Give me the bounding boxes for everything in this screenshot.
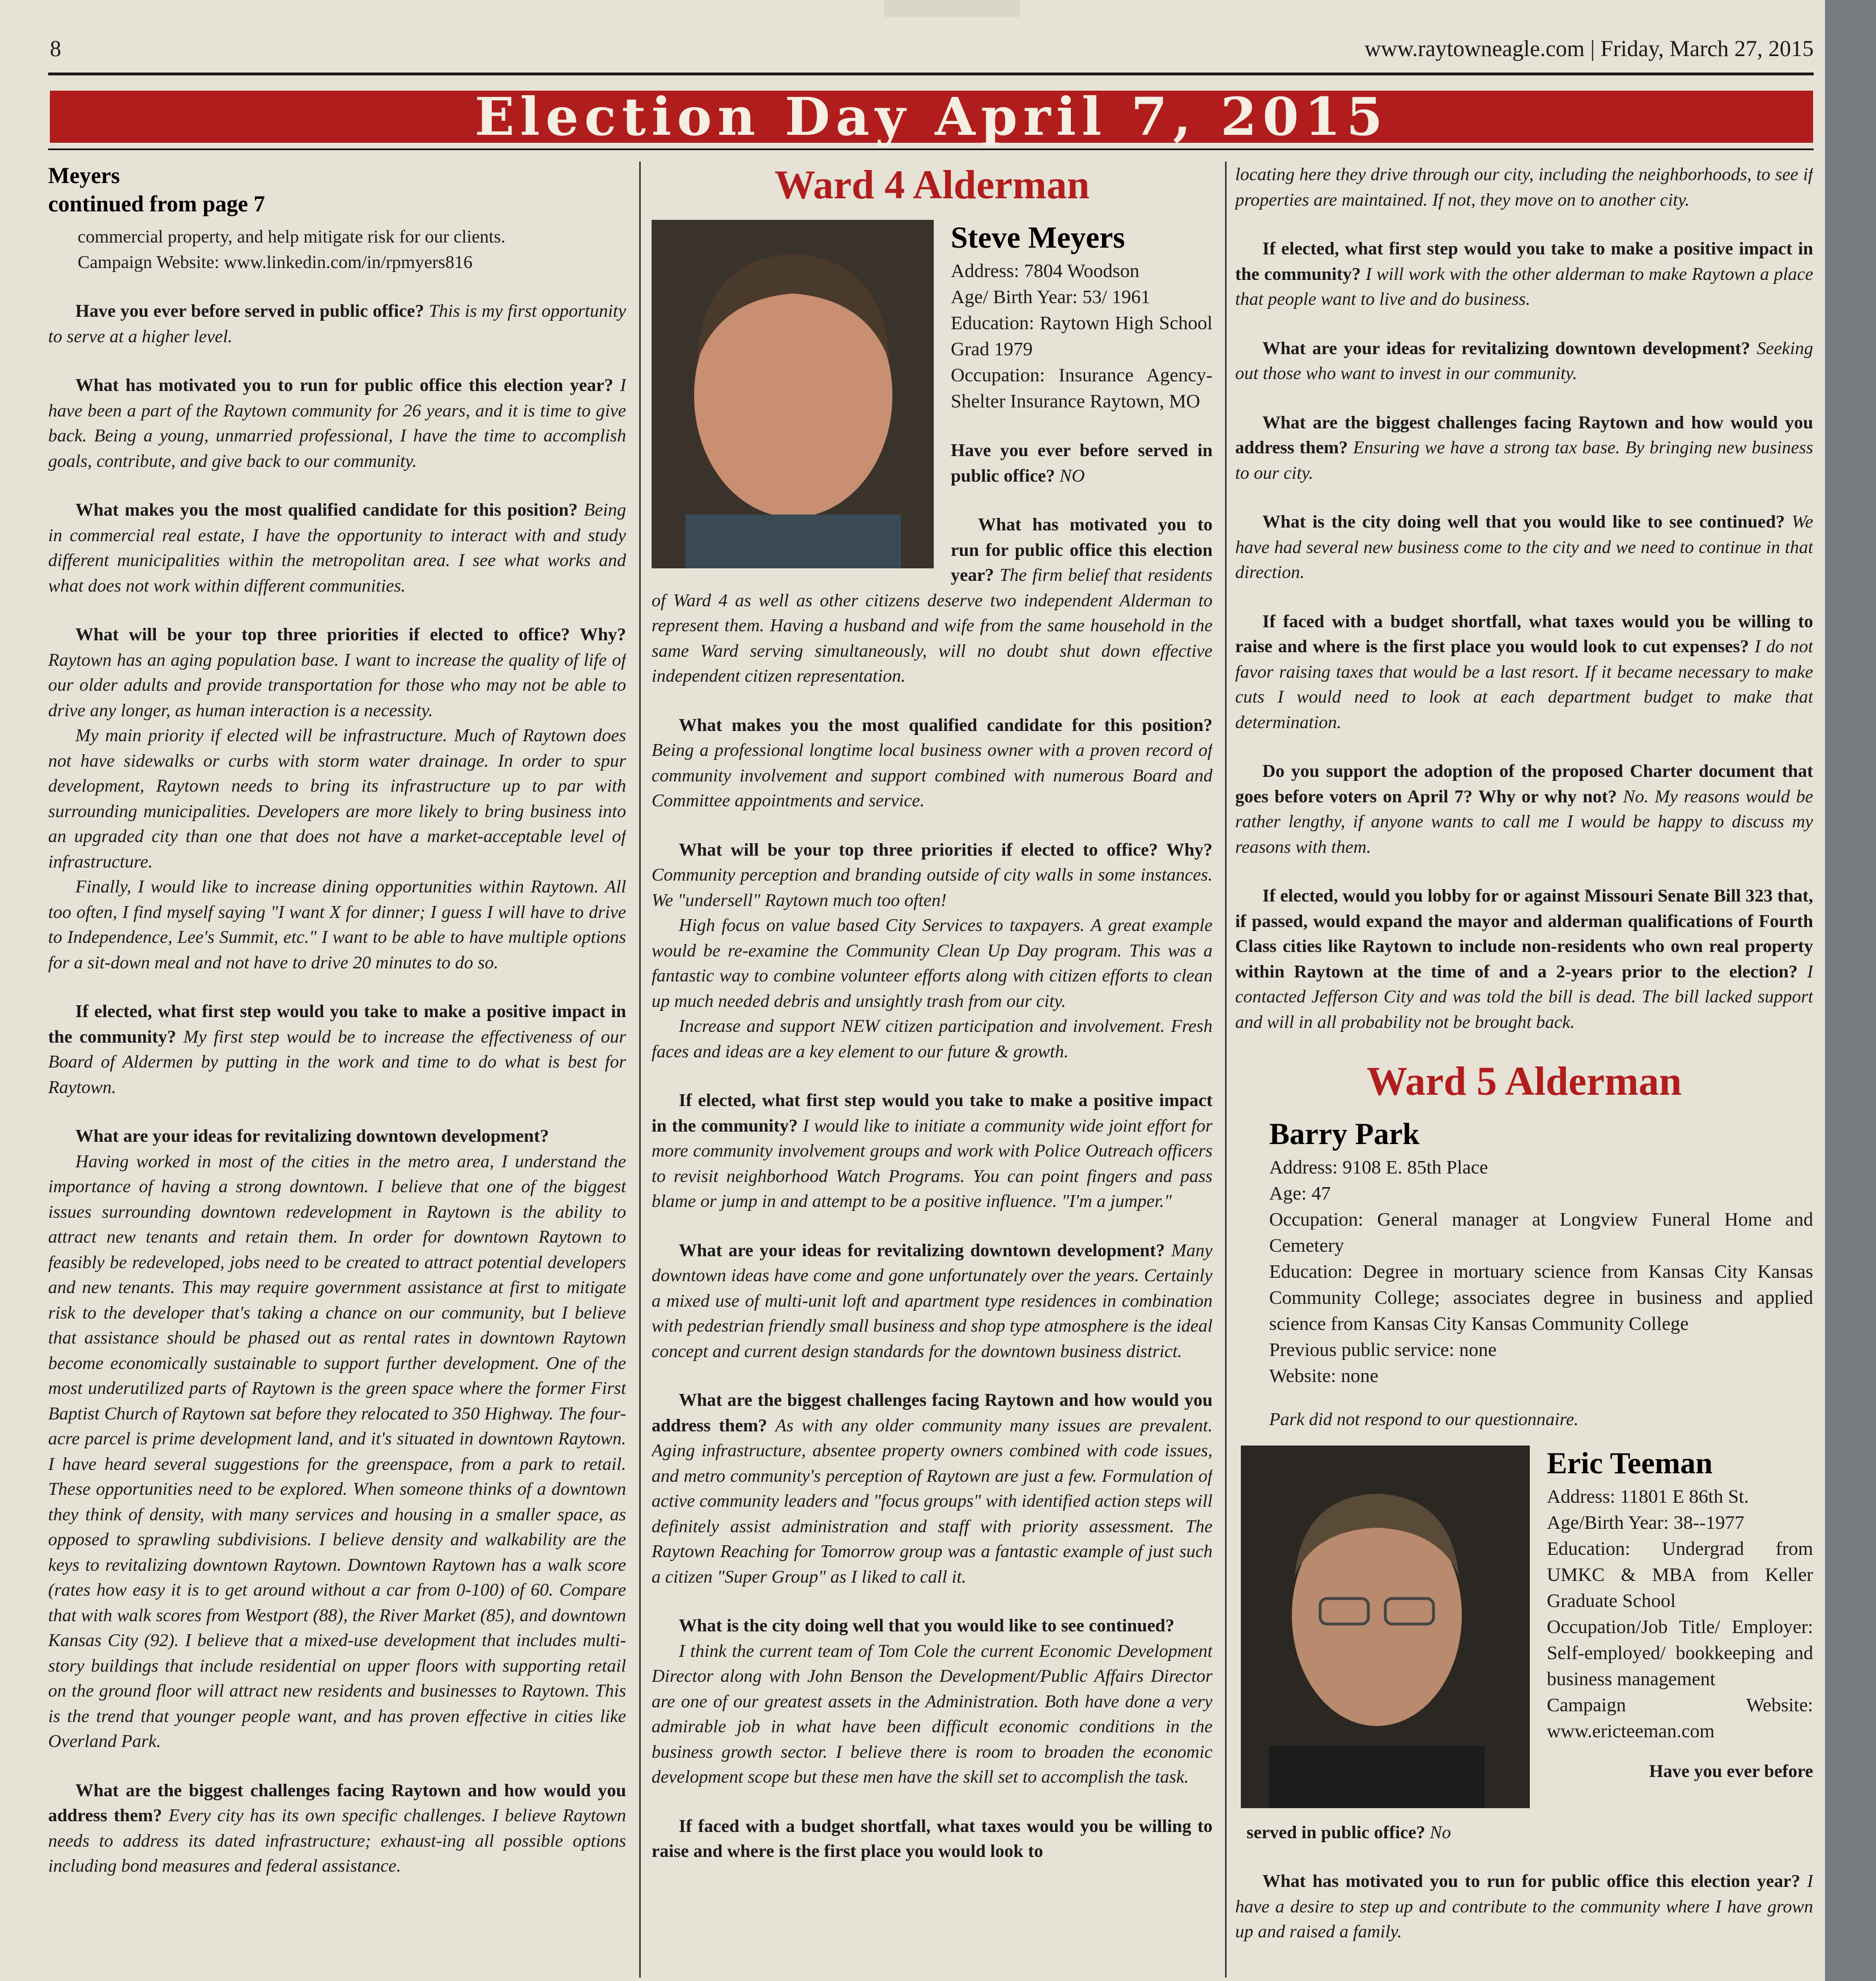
qa-block bbox=[48, 497, 626, 598]
question: What has motivated you to run for public office this election year? bbox=[75, 375, 614, 395]
candidate-service: Previous public service: none bbox=[1269, 1340, 1497, 1361]
answer: NO bbox=[1059, 465, 1085, 486]
candidate-photo bbox=[652, 220, 934, 568]
candidate-age: Age/Birth Year: 38--1977 bbox=[1547, 1512, 1745, 1533]
question: If elected, what first step would you take to make a positive impact in the community? bbox=[652, 1090, 1213, 1136]
candidate-name: Eric Teeman bbox=[1547, 1446, 1713, 1480]
continuation-name: Meyers bbox=[48, 163, 120, 188]
qa-block bbox=[1235, 883, 1813, 1034]
portrait-icon bbox=[652, 220, 934, 568]
answer-paragraph: High focus on value based City Services to taxpayers. A great example would be re-examine the Community Clean Up Day program. This was a fantastic way to combine volunteer efforts along with citizen efforts to clean up much needed debris and unsightly trash from our city. bbox=[652, 915, 1213, 1011]
answer-paragraph: Having worked in most of the cities in the metro area, I understand the importance of having a strong downtown. I believe that one of the biggest issues surrounding downtown redevelopment in Raytown is the ability to attract new tenants and retain them. In order for downtown Raytown to feasibly be redeveloped, jobs need to be created to attract potential developers and new tenants. This may require government assistance at first to mitigate risk to the developer that's taking a chance on our community, but I believe that assistance should be phased out as rental rates in downtown Raytown become economically sustainable to support further development. One of the most underutilized parts of Raytown is the green space where the former First Baptist Church of Raytown sat before they relocated to 350 Highway. The four-acre parcel is prime development land, and it's situated in downtown Raytown. I have heard several suggestions for the greenspace, from a park to retail. These opportunities need to be explored. When someone thinks of a downtown they think of density, with many services and housing in a smaller space, as opposed to sprawling subdivisions. I believe density and walkability are the keys to revitalizing downtown Raytown. Downtown Raytown has a walk score (rates how easy it is to get around without a car from 0-100) of 60. Compare that with walk scores from Westport (88), the River Market (85), and downtown Kansas City (92). I believe that a mixed-use development that includes multi-story buildings that include residential on upper floors with supporting retail on the ground floor will attract new residents and businesses to Raytown. This is the trend that younger people want, and has proven effective in cities like Overland Park. bbox=[48, 1150, 626, 1751]
candidate-address: Address: 11801 E 86th St. bbox=[1547, 1486, 1749, 1507]
continuation-note: continued from page 7 bbox=[48, 191, 265, 216]
qa-block bbox=[48, 298, 626, 348]
candidate-age: Age/ Birth Year: 53/ 1961 bbox=[951, 287, 1151, 308]
question: If elected, what first step would you take to make a positive impact in the community? bbox=[48, 1001, 626, 1047]
answer: I have a desire to step up and contribute to the community where I have grown up and raised a family. bbox=[1235, 1871, 1813, 1941]
answer: Ensuring we have a strong tax base. By bringing new business to our city. bbox=[1235, 437, 1813, 483]
column-divider bbox=[639, 161, 641, 1978]
column-right bbox=[1235, 161, 1813, 1978]
candidate-occupation: Occupation: Insurance Agency-Shelter Insurance Raytown, MO bbox=[951, 365, 1213, 412]
qa-block bbox=[652, 1387, 1213, 1589]
page-fold bbox=[884, 0, 1020, 17]
teeman-block bbox=[1235, 1446, 1813, 1820]
answer: As with any older community many issues are prevalent. Aging infrastructure, absentee property owners combined with code issues, and metro community's perception of Raytown are just a few. Formulation of active community leaders and "focus groups" with identified action steps will definitely assist administration and staff with priority assessment. The Raytown Reaching for Tomorrow group was a fantastic example of just such a citizen "Super Group" as I liked to call it. bbox=[652, 1414, 1213, 1587]
page-number: 8 bbox=[50, 36, 61, 61]
candidate-age: Age: 47 bbox=[1269, 1183, 1331, 1204]
question: If elected, what first step would you take to make a positive impact in the community? bbox=[1235, 238, 1813, 284]
candidate-occupation: Occupation: General manager at Longview Funeral Home and Cemetery bbox=[1269, 1209, 1813, 1256]
qa-block bbox=[48, 622, 626, 722]
answer-paragraph: Increase and support NEW citizen participation and involvement. Fresh faces and ideas are a key element to our future & growth. bbox=[652, 1015, 1213, 1061]
folio-line bbox=[1364, 35, 1814, 62]
qa-block bbox=[48, 998, 626, 1099]
question: Have you ever before served in public office? bbox=[951, 440, 1213, 486]
question: What is the city doing well that you would like to see continued? bbox=[679, 1615, 1175, 1635]
park-block bbox=[1235, 1116, 1813, 1432]
scan-background bbox=[1825, 0, 1876, 1981]
answer: No. My reasons would be rather lengthy, if anyone wants to call me I would be happy to discuss my reasons with them. bbox=[1235, 785, 1813, 857]
answer-paragraph: I think the current team of Tom Cole the current Economic Development Director along with John Benson the Development/Public Affairs Director are one of our greatest assets in the Administration. Both have done a very admirable job in what have been difficult economic conditions in the business growth sector. I believe there is room to broaden the economic development scope but these men have the skill set to accomplish the task. bbox=[652, 1640, 1213, 1787]
candidate-education: Education: Raytown High School Grad 1979 bbox=[951, 313, 1213, 360]
answer: I have been a part of the Raytown community for 26 years, and it is time to give back. Being a young, unmarried professional, I have the time to accomplish goals, contribute, and give back to our community. bbox=[48, 375, 626, 471]
question: If faced with a budget shortfall, what taxes would you be willing to raise and where is the first place you would look to bbox=[652, 1815, 1213, 1861]
qa-block bbox=[48, 1123, 626, 1149]
question: served in public office? bbox=[1247, 1821, 1426, 1842]
column-divider bbox=[1225, 161, 1227, 1978]
answer: Community perception and branding outside of city walls in some instances. We "undersell" Raytown much too often! bbox=[652, 864, 1213, 910]
answer-paragraph: Finally, I would like to increase dining opportunities within Raytown. All too often, I find myself saying "I want X for dinner; I guess I will have to drive to Independence, Lee's Summit, etc." I want to be able to have multiple options for a sit-down meal and not have to drive 20 minutes to do so. bbox=[48, 876, 626, 972]
answer: Being a professional longtime local business owner with a proven record of community involvement and support combined with numerous Board and Committee appointments and service. bbox=[652, 739, 1213, 810]
candidate-name: Barry Park bbox=[1269, 1117, 1420, 1151]
answer: This is my first opportunity to serve at a higher level. bbox=[48, 300, 626, 346]
question: Have you ever before bbox=[1649, 1760, 1813, 1781]
qa-block bbox=[48, 1778, 626, 1878]
banner-rule bbox=[48, 148, 1814, 150]
qa-block bbox=[1235, 509, 1813, 585]
candidate-website: Campaign Website: www.ericteeman.com bbox=[1547, 1694, 1813, 1742]
answer: I would like to initiate a community wide joint effort for more community involvement groups and work with Police Outreach officers to revisit neighborhood Watch Programs. You can point fingers and pass blame or jump in and attempt to be a positive influence. "I'm a jumper." bbox=[652, 1115, 1213, 1211]
answer: No bbox=[1430, 1821, 1451, 1842]
candidate-education: Education: Degree in mortuary science from Kansas City Kansas Community College; associates degree in business and applied science from Kansas City Kansas Community College bbox=[1269, 1261, 1813, 1334]
qa-block bbox=[1235, 758, 1813, 859]
question: What are your ideas for revitalizing downtown development? bbox=[75, 1125, 549, 1146]
portrait-icon bbox=[1241, 1446, 1530, 1808]
question: What are your ideas for revitalizing downtown development? bbox=[1262, 337, 1750, 358]
answer: The firm belief that residents of Ward 4 as well as other citizens deserve two independent Alderman to represent them. Having a husband and wife from the same household in the same Ward serving simultaneously, will no doubt shut down effective independent citizen representation. bbox=[652, 564, 1213, 686]
question: What are the biggest challenges facing Raytown and how would you address them? bbox=[48, 1779, 626, 1825]
qa-block bbox=[1235, 609, 1813, 735]
qa-block bbox=[1235, 1868, 1813, 1944]
answer-paragraph: locating here they drive through our city, including the neighborhoods, to see if properties are maintained. If not, they move on to another city. bbox=[1235, 164, 1813, 210]
question: What will be your top three priorities if elected to office? Why? bbox=[75, 624, 626, 644]
answer: I contacted Jefferson City and was told the bill is dead. The bill lacked support and will in all probability not be brought back. bbox=[1235, 960, 1813, 1032]
qa-block bbox=[652, 712, 1213, 813]
qa-block bbox=[652, 1238, 1213, 1364]
intro-text: commercial property, and help mitigate risk for our clients. bbox=[78, 226, 506, 246]
park-note: Park did not respond to our questionnaire. bbox=[1269, 1409, 1579, 1429]
campaign-website: Campaign Website: www.linkedin.com/in/rpmyers816 bbox=[78, 251, 473, 272]
question: Do you support the adoption of the proposed Charter document that goes before voters on April 7? Why or why not? bbox=[1235, 760, 1813, 806]
candidate-address: Address: 9108 E. 85th Place bbox=[1269, 1157, 1488, 1178]
candidate-website: Website: none bbox=[1269, 1366, 1379, 1387]
answer: I will work with the other alderman to make Raytown a place that people want to live and do business. bbox=[1235, 263, 1813, 309]
qa-block bbox=[652, 1613, 1213, 1638]
candidate-photo bbox=[1241, 1446, 1530, 1808]
answer: My first step would be to increase the effectiveness of our Board of Aldermen by putting in the work and time to do what is best for Raytown. bbox=[48, 1026, 626, 1097]
candidate-address: Address: 7804 Woodson bbox=[951, 261, 1139, 282]
question: What has motivated you to run for public office this election year? bbox=[1262, 1871, 1801, 1891]
candidate-block bbox=[652, 220, 1213, 712]
qa-block bbox=[48, 372, 626, 473]
candidate-occupation: Occupation/Job Title/ Employer: Self-employed/ bookkeeping and business management bbox=[1547, 1616, 1813, 1690]
qa-block bbox=[1235, 236, 1813, 312]
question: What are the biggest challenges facing Raytown and how would you address them? bbox=[1235, 411, 1813, 457]
answer: I do not favor raising taxes that would be a last resort. If it became necessary to make cuts I would need to look at each department budget to make that determination. bbox=[1235, 636, 1813, 732]
question: Have you ever before served in public office? bbox=[75, 300, 424, 321]
continuation-title bbox=[48, 161, 626, 218]
column-middle bbox=[652, 161, 1213, 1978]
issue-date: Friday, March 27, 2015 bbox=[1600, 36, 1814, 61]
question: What are the biggest challenges facing Raytown and how would you address them? bbox=[652, 1389, 1213, 1435]
ward4-title: Ward 4 Alderman bbox=[774, 162, 1090, 207]
answer: Every city has its own specific challenges. I believe Raytown needs to address its dated infrastructure; exhaust-ing all possible options including bond measures and federal assistance. bbox=[48, 1805, 626, 1876]
question: What makes you the most qualified candidate for this position? bbox=[75, 499, 578, 520]
answer: We have had several new business come to the city and we need to continue in that direction. bbox=[1235, 511, 1813, 582]
column-left bbox=[48, 161, 626, 1978]
answer: Seeking out those who want to invest in our community. bbox=[1235, 337, 1813, 383]
question: What are your ideas for revitalizing downtown development? bbox=[679, 1239, 1165, 1260]
candidate-education: Education: Undergrad from UMKC & MBA from Keller Graduate School bbox=[1547, 1538, 1813, 1612]
question: What has motivated you to run for public office this election year? bbox=[951, 514, 1213, 585]
qa-block bbox=[652, 1087, 1213, 1214]
ward5-title: Ward 5 Alderman bbox=[1366, 1058, 1682, 1104]
election-banner: Election Day April 7, 2015 bbox=[50, 91, 1813, 143]
qa-block bbox=[652, 1813, 1213, 1864]
qa-block bbox=[1235, 335, 1813, 386]
folio-divider: | bbox=[1590, 36, 1601, 61]
header-rule bbox=[48, 73, 1814, 75]
answer: Raytown has an aging population base. I want to increase the quality of life of our older adults and provide transportation for those who may not be able to drive any longer, as human interaction is a necessity. bbox=[48, 649, 626, 720]
answer: Being in commercial real estate, I have the opportunity to interact with and study different municipalities within the metropolitan area. I see what works and what does not work within different communities. bbox=[48, 499, 626, 596]
question: If faced with a budget shortfall, what taxes would you be willing to raise and where is the first place you would look to cut expenses? bbox=[1235, 610, 1813, 656]
candidate-name: Steve Meyers bbox=[951, 220, 1125, 254]
question: What will be your top three priorities if elected to office? Why? bbox=[679, 839, 1213, 860]
website-url: www.raytowneagle.com bbox=[1364, 36, 1585, 61]
answer: Many downtown ideas have come and gone unfortunately over the years. Certainly a mixed use of multi-unit loft and apartment type residences in combination with pedestrian friendly small business and shop type atmosphere is the ideal concept and current design standards for the downtown business district. bbox=[652, 1239, 1213, 1361]
answer-paragraph: My main priority if elected will be infrastructure. Much of Raytown does not have sidewalks or curbs with storm water drainage. In order to spur development, Raytown needs to bring its infrastructure up to par with surrounding municipalities. Developers are more likely to bring business into an upgraded city than one that does not have a market-acceptable level of infrastructure. bbox=[48, 725, 626, 872]
question: What makes you the most qualified candidate for this position? bbox=[679, 714, 1213, 735]
question: What is the city doing well that you would like to see continued? bbox=[1262, 511, 1785, 532]
qa-block bbox=[1235, 1820, 1813, 1845]
qa-block bbox=[652, 837, 1213, 913]
qa-block bbox=[1235, 410, 1813, 486]
question: If elected, would you lobby for or against Missouri Senate Bill 323 that, if passed, would expand the mayor and alderman qualifications of Fourth Class cities like Raytown to include non-residents who own real property within Raytown at the time of and a 2-years prior to the election? bbox=[1235, 885, 1813, 981]
